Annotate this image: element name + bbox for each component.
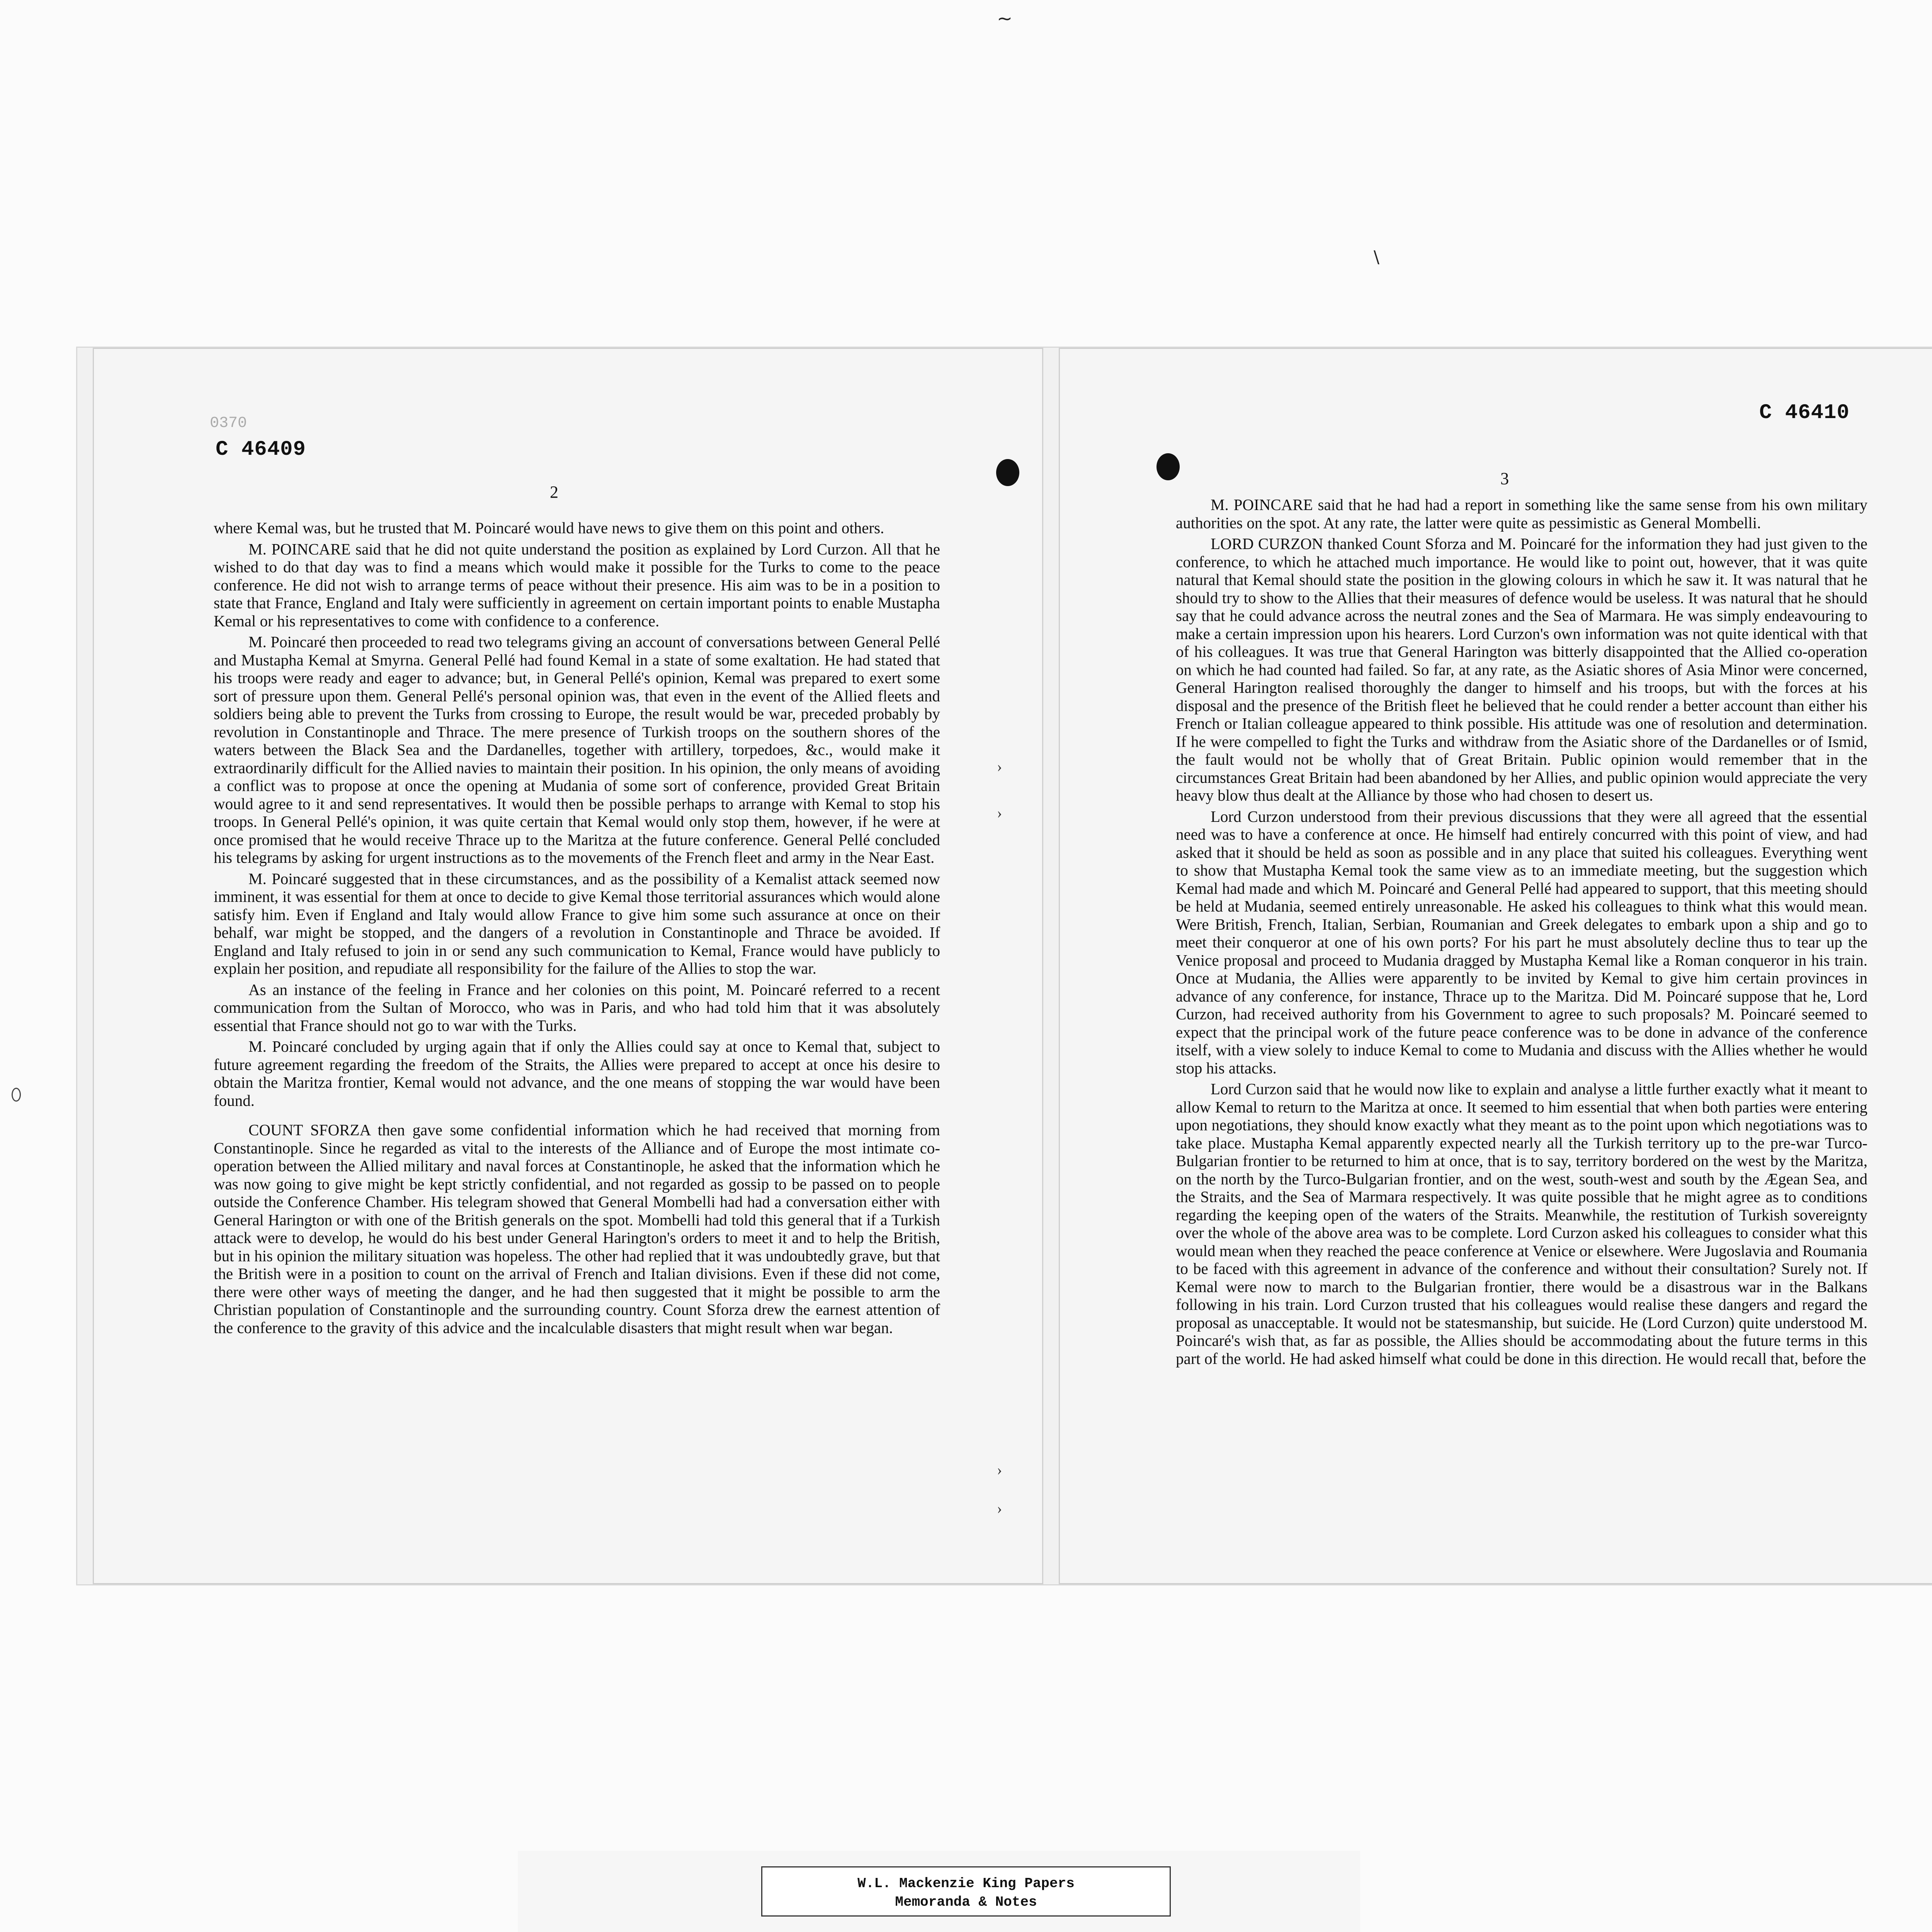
- paragraph: COUNT SFORZA then gave some confidential information which he had received that morning from Constantinople. Since he regarded as vital to the interests of the Alliance and of Europe the most intimate co-operation between the Allied military and naval forces at Constantinople, he asked that the information which he was now going to give might be kept strictly confidential, and not regarded as gossip to be passed on to people outside the Conference Chamber. His telegram showed that General Mombelli had had a conversation either with General Harington or with one of the British generals on the spot. Mombelli had told this general that if a Turkish attack were to develop, he would do his best under General Harington's orders to meet it and to help the British, but in his opinion the military situation was hopeless. The other had replied that it was undoubtedly grave, but that the British were in a position to count on the arrival of French and Italian divisions. Even if these did not come, there were other ways of meeting the danger, and he had then suggested that it might be possible to arm the Christian population of Constantinople and the surrounding country. Count Sforza drew the earnest attention of the conference to the gravity of this advice and the incalculable disasters that might result when war began.: [214, 1121, 940, 1337]
- page-number: 3: [1500, 469, 1509, 488]
- reference-number: C 46410: [1759, 401, 1850, 425]
- paragraph: LORD CURZON thanked Count Sforza and M. Poincaré for the information they had just given to the conference, to which he attached much importance. He would like to point out, however, that it was quite natural that Kemal should state the position in the glowing colours in which he saw it. It was natural that he should try to show to the Allies that their measures of defence would be useless. It was natural that he should say that he could advance across the neutral zones and the Sea of Marmara. He was simply endeavouring to make a certain impression upon his hearers. Lord Curzon's own information was not quite identical with that of his colleagues. It was true that General Harington was bitterly disappointed that the Allied co-operation on which he had counted had failed. So far, at any rate, as the Asiatic shores of Asia Minor were concerned, General Harington realised thoroughly the danger to himself and his troops, but with the forces at his disposal and the presence of the British fleet he believed that he could render a better account than either his French or Italian colleague appeared to think possible. His attitude was one of resolution and determination. If he were compelled to fight the Turks and withdraw from the Asiatic shore of the Dardanelles or of Ismid, the fault would not be wholly that of Great Britain. Public opinion would remember that in the circumstances Great Britain had been abandoned by her Allies, and public opinion would appreciate the very heavy blow thus dealt at the Alliance by those who had chosen to desert us.: [1176, 535, 1867, 804]
- gutter-mark: ›: [997, 804, 1002, 821]
- film-backslash-mark: \: [1374, 247, 1379, 267]
- paragraph: As an instance of the feeling in France and her colonies on this point, M. Poincaré referred to a recent communication from the Sultan of Morocco, who was in Paris, and who had told him that it was absolutely essential that France should not go to war with the Turks.: [214, 980, 940, 1034]
- reference-number: C 46409: [216, 438, 306, 461]
- collection-name: W.L. Mackenzie King Papers: [857, 1876, 1075, 1891]
- paragraph: Lord Curzon understood from their previous discussions that they were all agreed that the essential need was to have a conference at once. He himself had entirely concurred with this point of view, and had asked that it should be held as soon as possible and in any place that suited his colleagues. Everything went to show that Mustapha Kemal took the same view as to an immediate meeting, but the suggestion which Kemal had made and which M. Poincaré and General Pellé had appeared to support, that this meeting should be held at Mudania, seemed entirely unreasonable. He asked his colleagues to think what this would mean. Were British, French, Italian, Serbian, Roumanian and Greek delegates to embark upon a ship and go to meet their conqueror at one of his own ports? For his part he must absolutely decline thus to tear up the Venice proposal and proceed to Mudania dragged by Mustapha Kemal like a Roman conqueror in his train. Once at Mudania, the Allies were apparently to be invited by Kemal to give him certain provinces in advance of any conference, for instance, Thrace up to the Maritza. Did M. Poincaré suppose that he, Lord Curzon, had received authority from his Government to agree to such proposals? M. Poincaré seemed to expect that the principal work of the future peace conference was to be done in advance of the conference itself, with a view solely to induce Kemal to come to Mudania and discuss with the Allies whether he would stop his attacks.: [1176, 807, 1867, 1077]
- right-page-text: [1176, 496, 1867, 1371]
- left-page: [93, 348, 1043, 1584]
- left-page-text: [214, 519, 940, 1340]
- gutter-mark: ›: [997, 758, 1002, 775]
- punch-hole: [1156, 453, 1180, 480]
- gutter-mark: ›: [997, 1461, 1002, 1478]
- paragraph: M. Poincaré concluded by urging again that if only the Allies could say at once to Kemal that, subject to future agreement regarding the freedom of the Straits, the Allies were prepared to accept at once his desire to obtain the Maritza frontier, Kemal would not advance, and the one means of stopping the war would have been found.: [214, 1037, 940, 1109]
- paragraph: M. Poincaré suggested that in these circumstances, and as the possibility of a Kemalist attack seemed now imminent, it was essential for them at once to decide to give Kemal those territorial assurances which would alone satisfy him. Even if England and Italy would allow France to give him some such assurance at once on their behalf, war might be stopped, and the dangers of a revolution in Constantinople and Thrace be avoided. If England and Italy refused to join in or send any such communication to Kemal, France would have publicly to explain her position, and repudiate all responsibility for the failure of the Allies to stop the war.: [214, 869, 940, 977]
- paragraph: M. POINCARE said that he had had a report in something like the same sense from his own military authorities on the spot. At any rate, the latter were quite as pessimistic as General Mombelli.: [1176, 496, 1867, 532]
- archive-stamp: [518, 1851, 1360, 1932]
- paragraph: where Kemal was, but he trusted that M. Poincaré would have news to give them on this point and others.: [214, 519, 884, 537]
- paragraph: M. POINCARE said that he did not quite understand the position as explained by Lord Curzon. All that he wished to do that day was to find a means which would make it possible for the Turks to come to the peace conference. He did not wish to arrange terms of peace without their presence. His aim was to be in a position to state that France, England and Italy were sufficiently in agreement on certain important points to enable Mustapha Kemal or his representatives to come with confidence to a conference.: [214, 540, 940, 630]
- paragraph: Lord Curzon said that he would now like to explain and analyse a little further exactly what it meant to allow Kemal to return to the Maritza at once. It seemed to him essential that when both parties were entering upon negotiations, they should know exactly what they meant as to the point upon which negotiations was to take place. Mustapha Kemal apparently expected nearly all the Turkish territory up to the pre-war Turco-Bulgarian frontier to be returned to him at once, that is to say, territory bordered on the west by the Maritza, on the north by the Turco-Bulgarian frontier, and on the west, south-west and south by the Ægean Sea, and the Straits, and the Sea of Marmara respectively. It was quite possible that he might agree as to conditions regarding the keeping open of the waters of the Straits. Meanwhile, the restitution of Turkish sovereignty over the whole of the above area was to be complete. Lord Curzon asked his colleagues to consider what this would mean when they reached the peace conference at Venice or elsewhere. Were Jugoslavia and Roumania to be faced with this agreement in advance of the conference and without their consultation? Surely not. If Kemal were now to march to the Bulgarian frontier, there would be a disastrous war in the Balkans following in his train. Lord Curzon trusted that his colleagues would realise these dangers and regard the proposal as unacceptable. It would not be statesmanship, but suicide. He (Lord Curzon) quite understood M. Poincaré's wish that, as far as possible, the Allies should be accommodating about the future terms in this part of the world. He had asked himself what could be done in this direction. He would recall that, before the: [1176, 1080, 1867, 1367]
- right-page: [1059, 348, 1932, 1584]
- document-spread: [77, 348, 1932, 1584]
- archive-collection-label: [761, 1866, 1171, 1917]
- page-number: 2: [550, 483, 558, 502]
- paragraph: M. Poincaré then proceeded to read two telegrams giving an account of conversations between General Pellé and Mustapha Kemal at Smyrna. General Pellé had found Kemal in a state of some exaltation. He had stated that his troops were ready and eager to advance; but, in General Pellé's opinion, Kemal was prepared to exert some sort of pressure upon them. General Pellé's personal opinion was, that even in the event of the Allied fleets and soldiers being able to prevent the Turks from crossing to Europe, the result would be war, preceded probably by revolution in Constantinople and Thrace. The mere presence of Turkish troops on the southern shores of the waters between the Black Sea and the Dardanelles, together with artillery, torpedoes, &c., would make it extraordinarily difficult for the Allied navies to maintain their position. In his opinion, the only means of avoiding a conflict was to propose at once the opening at Mudania of some sort of conference, provided Great Britain would agree to it and send representatives. It would then be possible perhaps to arrange with Kemal to stop his troops. In General Pellé's opinion, it was quite certain that Kemal would only stop them, however, if he were at once promised that he would receive Thrace up to the Maritza at the future conference. General Pellé concluded his telegrams by asking for urgent instructions as to the movements of the French fleet and army in the Near East.: [214, 633, 940, 866]
- film-top-mark: ~: [997, 8, 1013, 29]
- ghost-reference-number: 0370: [210, 415, 247, 432]
- collection-series: Memoranda & Notes: [895, 1894, 1037, 1910]
- film-left-edge-mark: [12, 1088, 21, 1102]
- punch-hole: [996, 459, 1019, 486]
- gutter-mark: ›: [997, 1500, 1002, 1517]
